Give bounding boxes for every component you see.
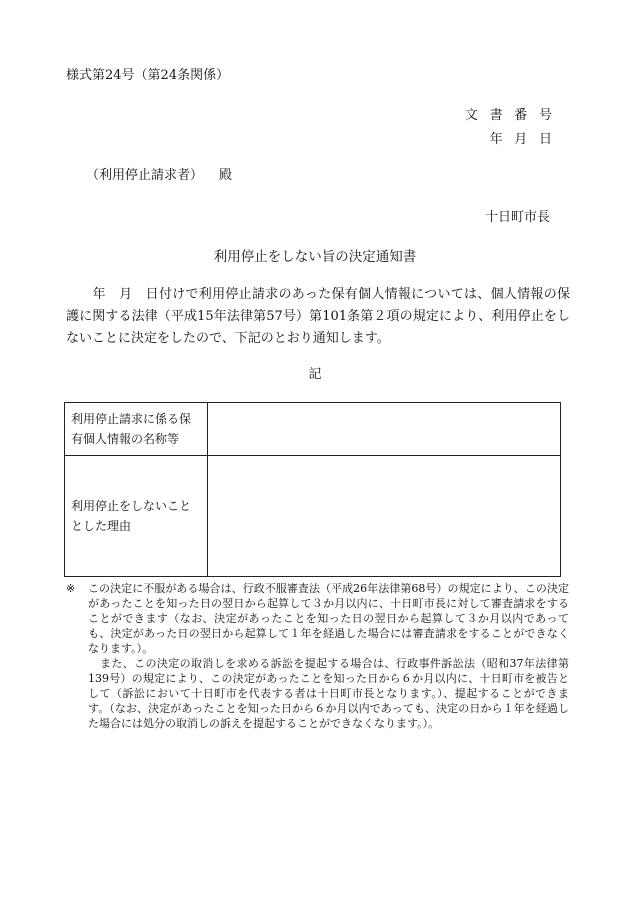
issuer: 十日町市長 <box>484 210 550 225</box>
note-text: また、この決定の取消しを求める訴訟を提起する場合は、行政事件訴訟法（昭和37年法律第139号）の規定により、この決定があったことを知った日から６か月以内に、十日町市を被告として（訴訟において十日町市を代表する者は十日町市長となります。）、提起することができます。（なお、決定があったことを知った日から６か月以内であっても、決定の日から１年を経過した場合には処分の取消しの訴えを提起することができなくなります。）。 <box>88 657 569 730</box>
document-number-label: 文書番号 <box>464 108 564 123</box>
table-row-label: 利用停止をしないこととした理由 <box>65 456 208 577</box>
document-meta <box>464 104 564 152</box>
recipient <box>86 164 232 183</box>
note-paragraph <box>64 581 569 656</box>
document-title: 利用停止をしない旨の決定通知書 <box>213 249 417 265</box>
detail-table <box>64 402 561 577</box>
form-number: 様式第24号（第24条関係） <box>66 68 230 83</box>
table-row-label: 利用停止請求に係る保有個人情報の名称等 <box>65 403 208 456</box>
table-row <box>65 456 561 577</box>
recipient-label: （利用停止請求者） <box>86 168 204 183</box>
table-row-value <box>208 403 561 456</box>
ki-heading: 記 <box>308 367 322 382</box>
table-row <box>65 403 561 456</box>
note-paragraph <box>64 656 569 731</box>
date-label: 年月日 <box>489 132 564 147</box>
note-mark: ※ <box>66 582 76 595</box>
recipient-honorific: 殿 <box>219 168 233 183</box>
notes-section <box>64 581 569 731</box>
table-row-value <box>208 456 561 577</box>
body-paragraph: 年 月 日付けで利用停止請求のあった保有個人情報については、個人情報の保護に関する法律（平成15年法律第57号）第101条第２項の規定により、利用停止をしないことに決定をしたので、下記のとおり通知します。 <box>66 287 570 346</box>
note-text: この決定に不服がある場合は、行政不服審査法（平成26年法律第68号）の規定により、この決定があったことを知った日の翌日から起算して３か月以内に、十日町市長に対して審査請求をすることができます（なお、決定があったことを知った日の翌日から起算して３か月以内であっても、決定があった日の翌日から起算して１年を経過した場合には審査請求をすることができなくなります。）。 <box>88 582 569 655</box>
